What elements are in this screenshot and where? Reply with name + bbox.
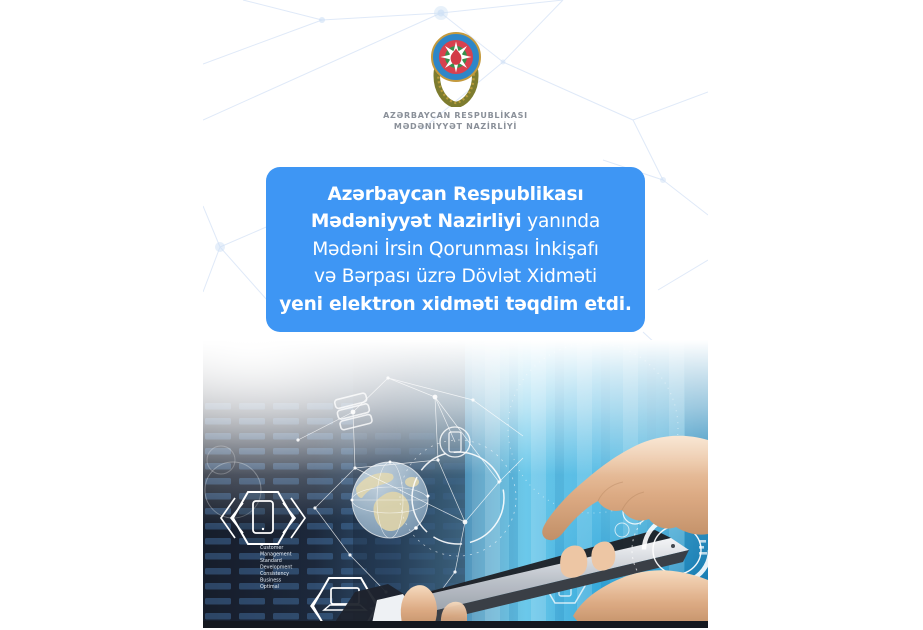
azerbaijan-coat-of-arms <box>424 31 488 107</box>
announcement-line-1: Azərbaycan Respublikası <box>327 183 584 205</box>
photo-label: Standard <box>260 559 282 564</box>
ministry-name <box>383 110 528 132</box>
announcement-line-5: yeni elektron xidməti təqdim etdi. <box>279 293 632 315</box>
announcement-line-4: və Bərpası üzrə Dövlət Xidməti <box>314 266 597 288</box>
brand-header <box>203 31 708 132</box>
announcement-line-3: Mədəni İrsin Qorunması İnkişafı <box>312 238 599 260</box>
ministry-name-line1: AZƏRBAYCAN RESPUBLİKASI <box>383 111 528 120</box>
ministry-name-line2: MƏDƏNİYYƏT NAZİRLİYİ <box>393 122 518 131</box>
digital-tablet-photo <box>203 340 708 628</box>
photo-label: Development <box>260 565 293 571</box>
photo-bottom-strip <box>203 621 708 628</box>
poster-card <box>203 0 708 630</box>
photo-label: Management <box>260 552 292 558</box>
photo-label: Consistency <box>260 572 290 577</box>
photo-label: Business <box>260 578 282 584</box>
photo-label: Optimal <box>260 585 279 590</box>
announcement-line-2: Mədəniyyət Nazirliyi yanında <box>310 211 601 233</box>
photo-label: Customer <box>260 546 284 551</box>
announcement-box <box>266 167 645 332</box>
